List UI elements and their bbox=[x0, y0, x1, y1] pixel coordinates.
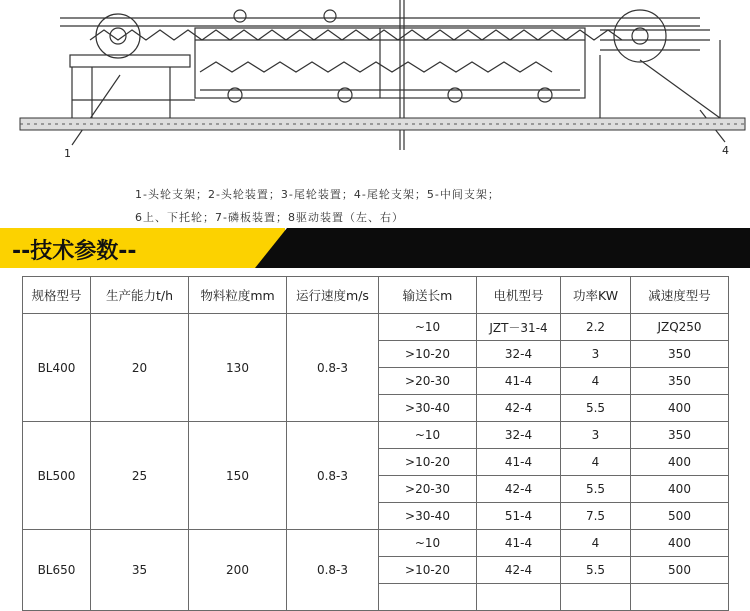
cell-length: ~10 bbox=[379, 422, 477, 449]
table-row bbox=[23, 314, 729, 341]
callout-1: 1 bbox=[64, 147, 71, 160]
cell-length: ~10 bbox=[379, 530, 477, 557]
cell-power: 4 bbox=[561, 530, 631, 557]
table-header-row bbox=[23, 277, 729, 314]
spec-table bbox=[22, 276, 729, 611]
cell-reducer: 500 bbox=[631, 557, 729, 584]
cell-reducer: 500 bbox=[631, 503, 729, 530]
cell-power: 4 bbox=[561, 368, 631, 395]
cell-capacity: 35 bbox=[91, 530, 189, 611]
cell-length: ~10 bbox=[379, 314, 477, 341]
header-model: 规格型号 bbox=[23, 277, 91, 314]
cell-length: >20-30 bbox=[379, 476, 477, 503]
cell-reducer: 400 bbox=[631, 395, 729, 422]
cell-power: 2.2 bbox=[561, 314, 631, 341]
cell-granularity: 150 bbox=[189, 422, 287, 530]
cell-power bbox=[561, 584, 631, 611]
section-banner bbox=[0, 228, 750, 268]
cell-reducer: 400 bbox=[631, 449, 729, 476]
cell-capacity: 25 bbox=[91, 422, 189, 530]
cell-speed: 0.8-3 bbox=[287, 530, 379, 611]
cell-motor: 41-4 bbox=[477, 368, 561, 395]
cell-model: BL650 bbox=[23, 530, 91, 611]
header-power: 功率KW bbox=[561, 277, 631, 314]
cell-length: >30-40 bbox=[379, 395, 477, 422]
cell-reducer: 400 bbox=[631, 530, 729, 557]
cell-length: >10-20 bbox=[379, 341, 477, 368]
cell-speed: 0.8-3 bbox=[287, 422, 379, 530]
cell-motor: JZT－31-4 bbox=[477, 314, 561, 341]
cell-reducer: 350 bbox=[631, 341, 729, 368]
cell-granularity: 130 bbox=[189, 314, 287, 422]
cell-motor: 42-4 bbox=[477, 395, 561, 422]
header-speed: 运行速度m/s bbox=[287, 277, 379, 314]
header-granularity: 物料粒度mm bbox=[189, 277, 287, 314]
cell-capacity: 20 bbox=[91, 314, 189, 422]
cell-power: 4 bbox=[561, 449, 631, 476]
cell-motor: 42-4 bbox=[477, 476, 561, 503]
cell-power: 3 bbox=[561, 422, 631, 449]
header-motor: 电机型号 bbox=[477, 277, 561, 314]
cell-model: BL400 bbox=[23, 314, 91, 422]
conveyor-diagram bbox=[0, 0, 750, 172]
cell-length bbox=[379, 584, 477, 611]
diagram-caption-line1: 1-头轮支架；2-头轮装置；3-尾轮装置；4-尾轮支架；5-中间支架； bbox=[135, 188, 500, 201]
cell-motor: 41-4 bbox=[477, 449, 561, 476]
cell-reducer bbox=[631, 584, 729, 611]
cell-speed: 0.8-3 bbox=[287, 314, 379, 422]
cell-length: >30-40 bbox=[379, 503, 477, 530]
banner-black-block bbox=[255, 228, 750, 268]
cell-motor: 32-4 bbox=[477, 341, 561, 368]
cell-motor: 41-4 bbox=[477, 530, 561, 557]
table-row bbox=[23, 422, 729, 449]
cell-motor: 51-4 bbox=[477, 503, 561, 530]
cell-reducer: 400 bbox=[631, 476, 729, 503]
section-title: --技术参数-- bbox=[12, 239, 137, 264]
cell-length: >10-20 bbox=[379, 449, 477, 476]
cell-power: 7.5 bbox=[561, 503, 631, 530]
header-reducer: 减速度型号 bbox=[631, 277, 729, 314]
cell-power: 5.5 bbox=[561, 476, 631, 503]
cell-reducer: 350 bbox=[631, 368, 729, 395]
cell-power: 5.5 bbox=[561, 395, 631, 422]
cell-motor bbox=[477, 584, 561, 611]
cell-length: >10-20 bbox=[379, 557, 477, 584]
cell-granularity: 200 bbox=[189, 530, 287, 611]
cell-model: BL500 bbox=[23, 422, 91, 530]
callout-4: 4 bbox=[722, 144, 729, 157]
header-capacity: 生产能力t/h bbox=[91, 277, 189, 314]
cell-power: 5.5 bbox=[561, 557, 631, 584]
cell-motor: 32-4 bbox=[477, 422, 561, 449]
cell-length: >20-30 bbox=[379, 368, 477, 395]
cell-power: 3 bbox=[561, 341, 631, 368]
cell-motor: 42-4 bbox=[477, 557, 561, 584]
cell-reducer: 350 bbox=[631, 422, 729, 449]
table-row bbox=[23, 530, 729, 557]
header-length: 输送长m bbox=[379, 277, 477, 314]
cell-reducer: JZQ250 bbox=[631, 314, 729, 341]
diagram-caption-line2: 6上、下托轮；7-磷板装置；8驱动装置（左、右） bbox=[135, 211, 404, 224]
